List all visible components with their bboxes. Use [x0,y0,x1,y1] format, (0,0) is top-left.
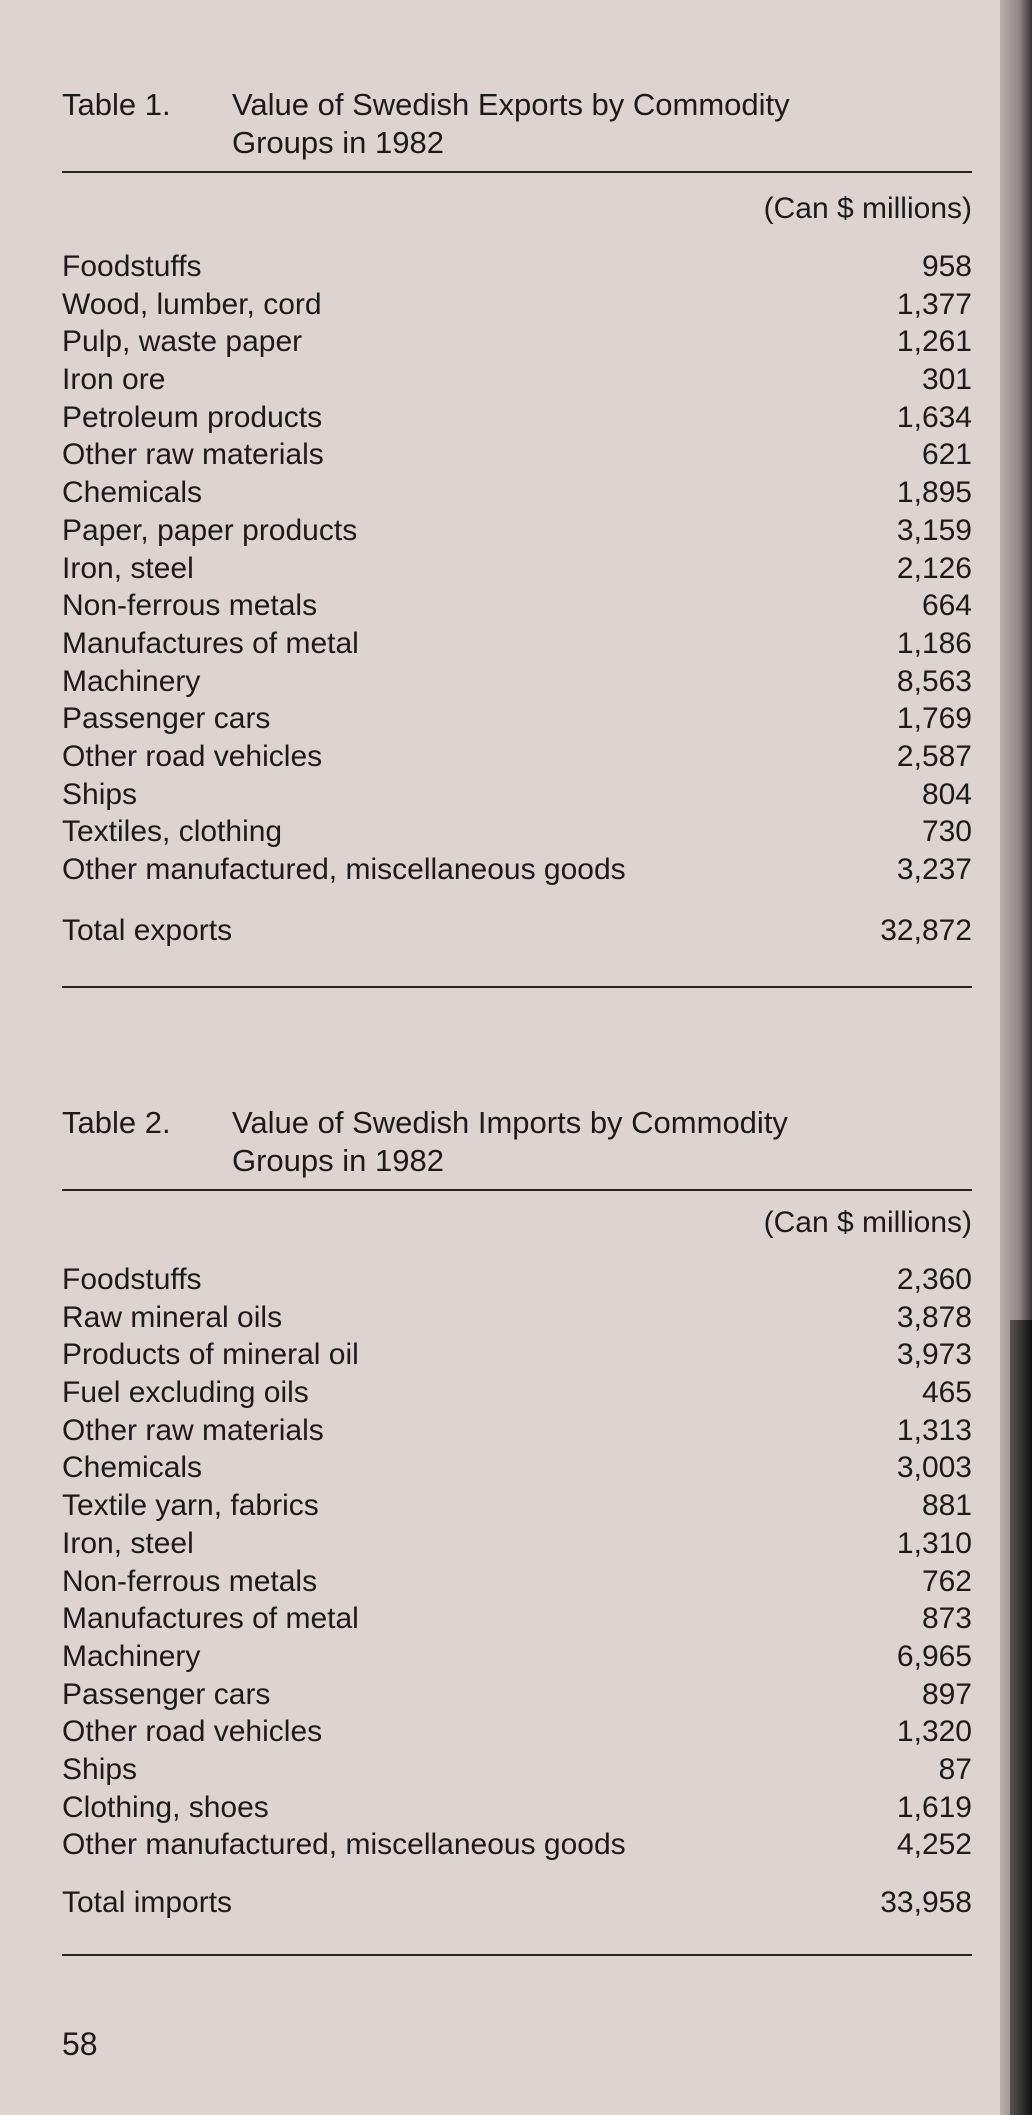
table-row [62,1487,972,1525]
row-label: Manufactures of metal [62,626,359,660]
row-value: 1,313 [896,1413,972,1447]
table-row [62,436,972,474]
row-value: 6,965 [896,1639,972,1673]
row-value: 664 [921,589,972,623]
row-value: 1,320 [896,1715,972,1749]
row-label: Raw mineral oils [62,1300,283,1334]
row-label: Petroleum products [62,400,323,434]
row-value: 3,237 [896,853,972,886]
row-label: Manufactures of metal [62,1602,359,1636]
table-body [62,1261,972,1864]
row-value: 2,587 [896,739,972,773]
table-row [62,1751,972,1789]
row-value: 3,878 [896,1300,972,1334]
table-row [62,399,972,437]
row-value: 3,159 [896,513,972,547]
table-row [62,1638,972,1676]
row-label: Chemicals [62,1451,203,1485]
total-row [62,912,972,950]
row-value: 1,261 [896,325,972,359]
row-label: Passenger cars [62,702,271,736]
row-value: 8,563 [896,664,972,698]
row-label: Passenger cars [62,1677,271,1711]
table-row [62,1449,972,1487]
table-number: Table 1. [62,87,171,122]
table-row [62,813,972,851]
table-row [62,1563,972,1601]
row-value: 3,003 [896,1451,972,1485]
table-body [62,248,972,889]
row-value: 804 [921,777,972,811]
table-row [62,550,972,588]
total-row [62,1884,972,1922]
table-row [62,1826,972,1864]
row-value: 1,310 [896,1526,972,1560]
table-row [62,361,972,399]
table-title: Value of Swedish Exports by Commodity [232,87,790,122]
table-row [62,1374,972,1412]
row-value: 2,126 [896,551,972,585]
row-label: Foodstuffs [62,1263,202,1296]
total-value: 32,872 [880,914,972,947]
row-label: Other raw materials [62,1413,324,1447]
unit-header: (Can $ millions) [763,192,972,225]
total-value: 33,958 [880,1886,972,1919]
row-label: Other road vehicles [62,1715,323,1749]
table-number: Table 2. [62,1105,171,1140]
row-label: Non-ferrous metals [62,589,318,623]
row-label: Ships [62,777,138,811]
row-label: Iron ore [62,363,166,397]
table-title-continued: Groups in 1982 [232,1143,444,1178]
exports-table [62,86,972,947]
table-row [62,323,972,361]
row-label: Paper, paper products [62,513,358,547]
table-row [62,1676,972,1714]
row-value: 465 [921,1376,972,1410]
row-value: 897 [921,1677,972,1711]
unit-header: (Can $ millions) [763,1206,972,1239]
row-value: 3,973 [896,1338,972,1372]
total-label: Total exports [62,914,233,947]
table-row [62,512,972,550]
table-row [62,248,972,286]
table-row [62,286,972,324]
row-label: Fuel excluding oils [62,1376,309,1410]
table-caption [62,1104,972,1180]
row-value: 1,377 [896,287,972,321]
row-value: 958 [921,250,972,283]
row-value: 873 [921,1602,972,1636]
row-label: Foodstuffs [62,250,202,283]
row-label: Clothing, shoes [62,1790,269,1824]
row-label: Other manufactured, miscellaneous goods [62,1828,626,1862]
top-rule [62,171,972,173]
row-value: 2,360 [896,1263,972,1296]
row-value: 1,186 [896,626,972,660]
row-label: Textiles, clothing [62,815,283,849]
row-value: 762 [921,1564,972,1598]
row-value: 881 [921,1489,972,1523]
row-label: Iron, steel [62,551,194,585]
row-value: 1,634 [896,400,972,434]
row-value: 1,619 [896,1790,972,1824]
table-title: Value of Swedish Imports by Commodity [232,1105,788,1140]
table-row [62,1789,972,1827]
bottom-rule [62,986,972,988]
table-row [62,1261,972,1299]
table-row [62,1525,972,1563]
binding-shadow [1010,1320,1032,2115]
row-label: Other road vehicles [62,739,323,773]
table-row [62,738,972,776]
row-label: Other manufactured, miscellaneous goods [62,853,626,886]
row-label: Textile yarn, fabrics [62,1489,319,1523]
table-row [62,776,972,814]
table-row [62,1713,972,1751]
row-label: Chemicals [62,476,203,510]
row-label: Ships [62,1752,138,1786]
row-label: Other raw materials [62,438,324,472]
row-value: 1,895 [896,476,972,510]
row-value: 621 [921,438,972,472]
table-row [62,1336,972,1374]
table-row [62,625,972,663]
row-label: Machinery [62,1639,201,1673]
row-value: 730 [921,815,972,849]
table-row [62,587,972,625]
row-label: Products of mineral oil [62,1338,359,1372]
row-value: 1,769 [896,702,972,736]
table-row [62,663,972,701]
row-label: Wood, lumber, cord [62,287,322,321]
imports-table [62,1104,972,1919]
table-row [62,700,972,738]
row-label: Machinery [62,664,201,698]
row-label: Pulp, waste paper [62,325,303,359]
total-label: Total imports [62,1886,233,1919]
top-rule [62,1189,972,1191]
row-label: Iron, steel [62,1526,194,1560]
table-row [62,1412,972,1450]
table-title-continued: Groups in 1982 [232,125,444,160]
page-number: 58 [62,2026,98,2062]
table-caption [62,86,972,162]
bottom-rule [62,1954,972,1956]
row-value: 87 [938,1752,972,1786]
table-row [62,851,972,889]
row-value: 4,252 [896,1828,972,1862]
row-value: 301 [921,363,972,397]
table-row [62,1600,972,1638]
table-row [62,1299,972,1337]
table-row [62,474,972,512]
row-label: Non-ferrous metals [62,1564,318,1598]
